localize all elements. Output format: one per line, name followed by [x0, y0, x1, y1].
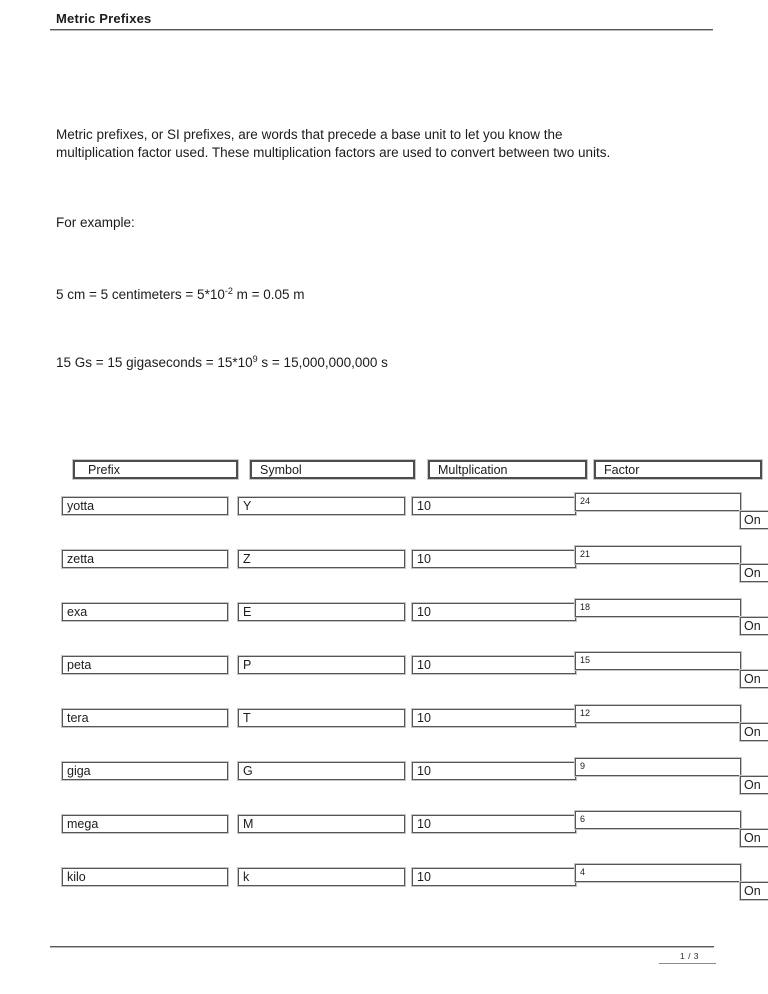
- exponent-field[interactable]: 15: [575, 652, 741, 670]
- column-header-prefix: Prefix: [73, 460, 238, 479]
- intro-paragraph-line2: multiplication factor used. These multiplication factors are used to convert between two units.: [56, 145, 611, 160]
- example-cm-exponent: -2: [224, 286, 233, 296]
- column-header-multiplication: Multplication: [428, 460, 587, 479]
- side-label-field[interactable]: On: [740, 617, 768, 635]
- prefix-field[interactable]: mega: [62, 815, 228, 833]
- column-header-factor: Factor: [594, 460, 762, 479]
- symbol-field[interactable]: Y: [238, 497, 405, 515]
- page-number-underline: [659, 963, 716, 964]
- prefix-field[interactable]: exa: [62, 603, 228, 621]
- side-label-field[interactable]: On: [740, 776, 768, 794]
- symbol-field[interactable]: E: [238, 603, 405, 621]
- example-label: For example:: [56, 215, 135, 230]
- side-label-field[interactable]: On: [740, 829, 768, 847]
- footer-divider: [50, 946, 714, 948]
- table-row: [0, 758, 768, 794]
- base-field[interactable]: 10: [412, 550, 576, 568]
- symbol-field[interactable]: M: [238, 815, 405, 833]
- example-cm-pre: 5 cm = 5 centimeters = 5*10: [56, 287, 225, 302]
- base-field[interactable]: 10: [412, 709, 576, 727]
- side-label-field[interactable]: On: [740, 882, 768, 900]
- intro-paragraph-line1: Metric prefixes, or SI prefixes, are words that precede a base unit to let you know the: [56, 127, 563, 142]
- base-field[interactable]: 10: [412, 497, 576, 515]
- header-divider: [50, 29, 713, 31]
- symbol-field[interactable]: G: [238, 762, 405, 780]
- example-gs-pre: 15 Gs = 15 gigaseconds = 15*10: [56, 355, 253, 370]
- page-number: 1 / 3: [680, 951, 700, 961]
- prefix-field[interactable]: yotta: [62, 497, 228, 515]
- exponent-field[interactable]: 21: [575, 546, 741, 564]
- symbol-field[interactable]: T: [238, 709, 405, 727]
- prefix-field[interactable]: giga: [62, 762, 228, 780]
- table-row: [0, 493, 768, 529]
- base-field[interactable]: 10: [412, 815, 576, 833]
- symbol-field[interactable]: Z: [238, 550, 405, 568]
- page-title: Metric Prefixes: [56, 11, 152, 26]
- prefix-field[interactable]: tera: [62, 709, 228, 727]
- table-row: [0, 652, 768, 688]
- prefix-field[interactable]: zetta: [62, 550, 228, 568]
- exponent-field[interactable]: 9: [575, 758, 741, 776]
- table-row: [0, 864, 768, 900]
- base-field[interactable]: 10: [412, 868, 576, 886]
- side-label-field[interactable]: On: [740, 564, 768, 582]
- column-header-symbol: Symbol: [250, 460, 415, 479]
- side-label-field[interactable]: On: [740, 511, 768, 529]
- base-field[interactable]: 10: [412, 603, 576, 621]
- prefix-field[interactable]: peta: [62, 656, 228, 674]
- prefix-field[interactable]: kilo: [62, 868, 228, 886]
- base-field[interactable]: 10: [412, 656, 576, 674]
- exponent-field[interactable]: 18: [575, 599, 741, 617]
- side-label-field[interactable]: On: [740, 670, 768, 688]
- example-gigaseconds: [56, 355, 388, 370]
- table-row: [0, 811, 768, 847]
- example-gs-post: s = 15,000,000,000 s: [257, 355, 388, 370]
- side-label-field[interactable]: On: [740, 723, 768, 741]
- example-cm-post: m = 0.05 m: [232, 287, 305, 302]
- exponent-field[interactable]: 12: [575, 705, 741, 723]
- symbol-field[interactable]: k: [238, 868, 405, 886]
- table-row: [0, 546, 768, 582]
- symbol-field[interactable]: P: [238, 656, 405, 674]
- exponent-field[interactable]: 4: [575, 864, 741, 882]
- table-row: [0, 599, 768, 635]
- example-gs-exponent: 9: [252, 354, 258, 364]
- table-row: [0, 705, 768, 741]
- exponent-field[interactable]: 6: [575, 811, 741, 829]
- example-centimeters: [56, 287, 305, 302]
- exponent-field[interactable]: 24: [575, 493, 741, 511]
- base-field[interactable]: 10: [412, 762, 576, 780]
